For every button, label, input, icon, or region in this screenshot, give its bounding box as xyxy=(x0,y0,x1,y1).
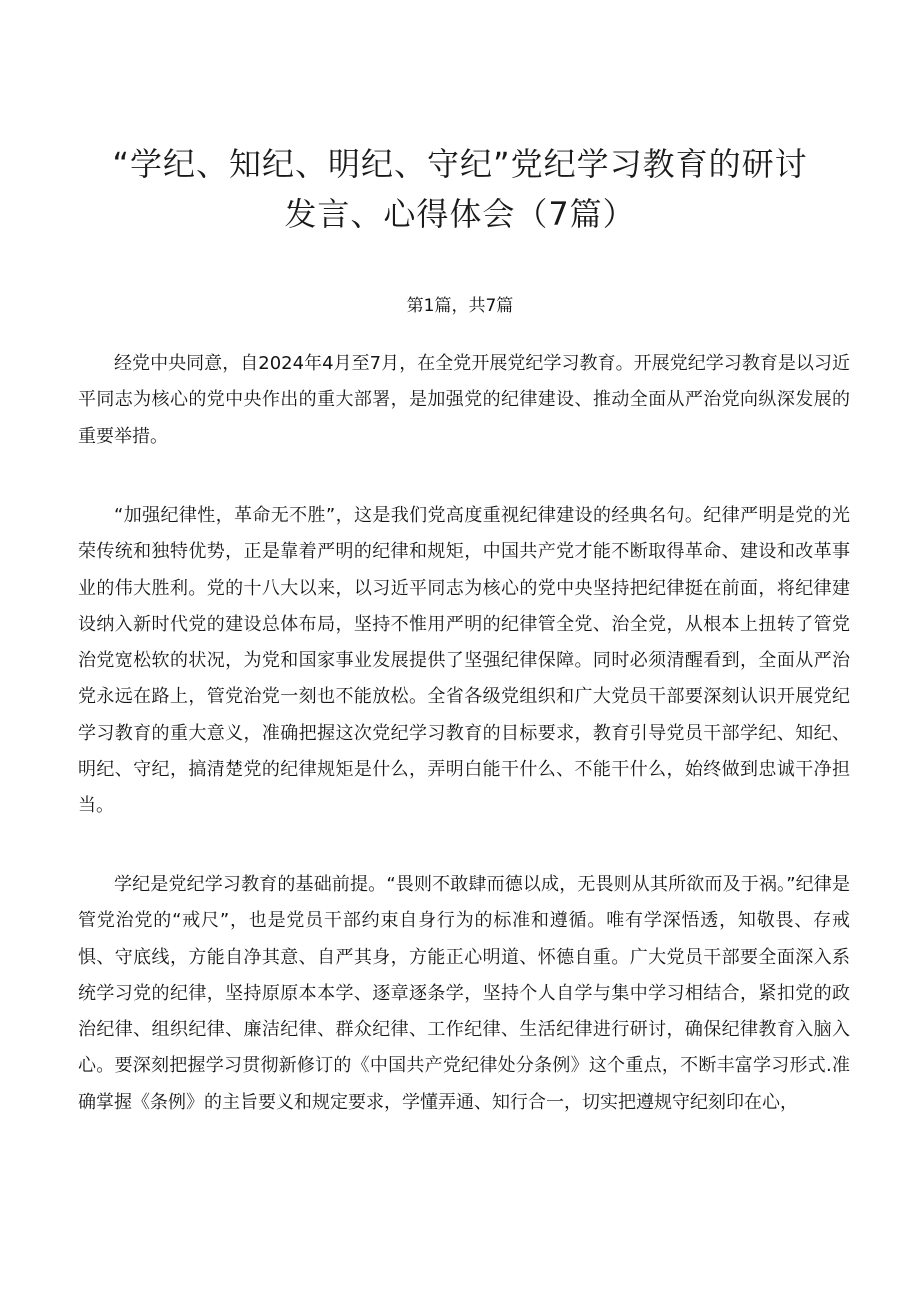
document-title-line-1: “学纪、知纪、明纪、守纪”党纪学习教育的研讨 xyxy=(112,145,808,184)
paragraph-3: 学纪是党纪学习教育的基础前提。“畏则不敢肆而德以成，无畏则从其所欲而及于祸。”纪律是管党治党的“戒尺”，也是党员干部约束自身行为的标准和遵循。唯有学深悟透，知敬畏、存戒惧、守底线，方能自净其意、自严其身，方能正心明道、怀德自重。广大党员干部要全面深入系统学习党的纪律，坚持原原本本学、逐章逐条学，坚持个人自学与集中学习相结合，紧扣党的政治纪律、组织纪律、廉洁纪律、群众纪律、工作纪律、生活纪律进行研讨，确保纪律教育入脑入心。要深刻把握学习贯彻新修订的《中国共产党纪律处分条例》这个重点，不断丰富学习形式.准确掌握《条例》的主旨要义和规定要求，学懂弄通、知行合一，切实把遵规守纪刻印在心， xyxy=(78,874,850,1113)
document-title-line-2: 发言、心得体会（7篇） xyxy=(284,195,636,234)
part-label: 第1篇，共7篇 xyxy=(406,296,514,316)
paragraph-1: 经党中央同意，自2024年4月至7月，在全党开展党纪学习教育。开展党纪学习教育是以习近平同志为核心的党中央作出的重大部署，是加强党的纪律建设、推动全面从严治党向纵深发展的重要举措。 xyxy=(78,353,850,447)
document-title xyxy=(80,139,840,239)
paragraph-2: “加强纪律性，革命无不胜”，这是我们党高度重视纪律建设的经典名句。纪律严明是党的光荣传统和独特优势，正是靠着严明的纪律和规矩，中国共产党才能不断取得革命、建设和改革事业的伟大胜利。党的十八大以来，以习近平同志为核心的党中央坚持把纪律挺在前面，将纪律建设纳入新时代党的建设总体布局，坚持不惟用严明的纪律管全党、治全党，从根本上扭转了管党治党宽松软的状况，为党和国家事业发展提供了坚强纪律保障。同时必须清醒看到，全面从严治党永远在路上，管党治党一刻也不能放松。全省各级党组织和广大党员干部要深刻认识开展党纪学习教育的重大意义，准确把握这次党纪学习教育的目标要求，教育引导党员干部学纪、知纪、明纪、守纪，搞清楚党的纪律规矩是什么，弄明白能干什么、不能干什么，始终做到忠诚干净担当。 xyxy=(78,505,850,817)
